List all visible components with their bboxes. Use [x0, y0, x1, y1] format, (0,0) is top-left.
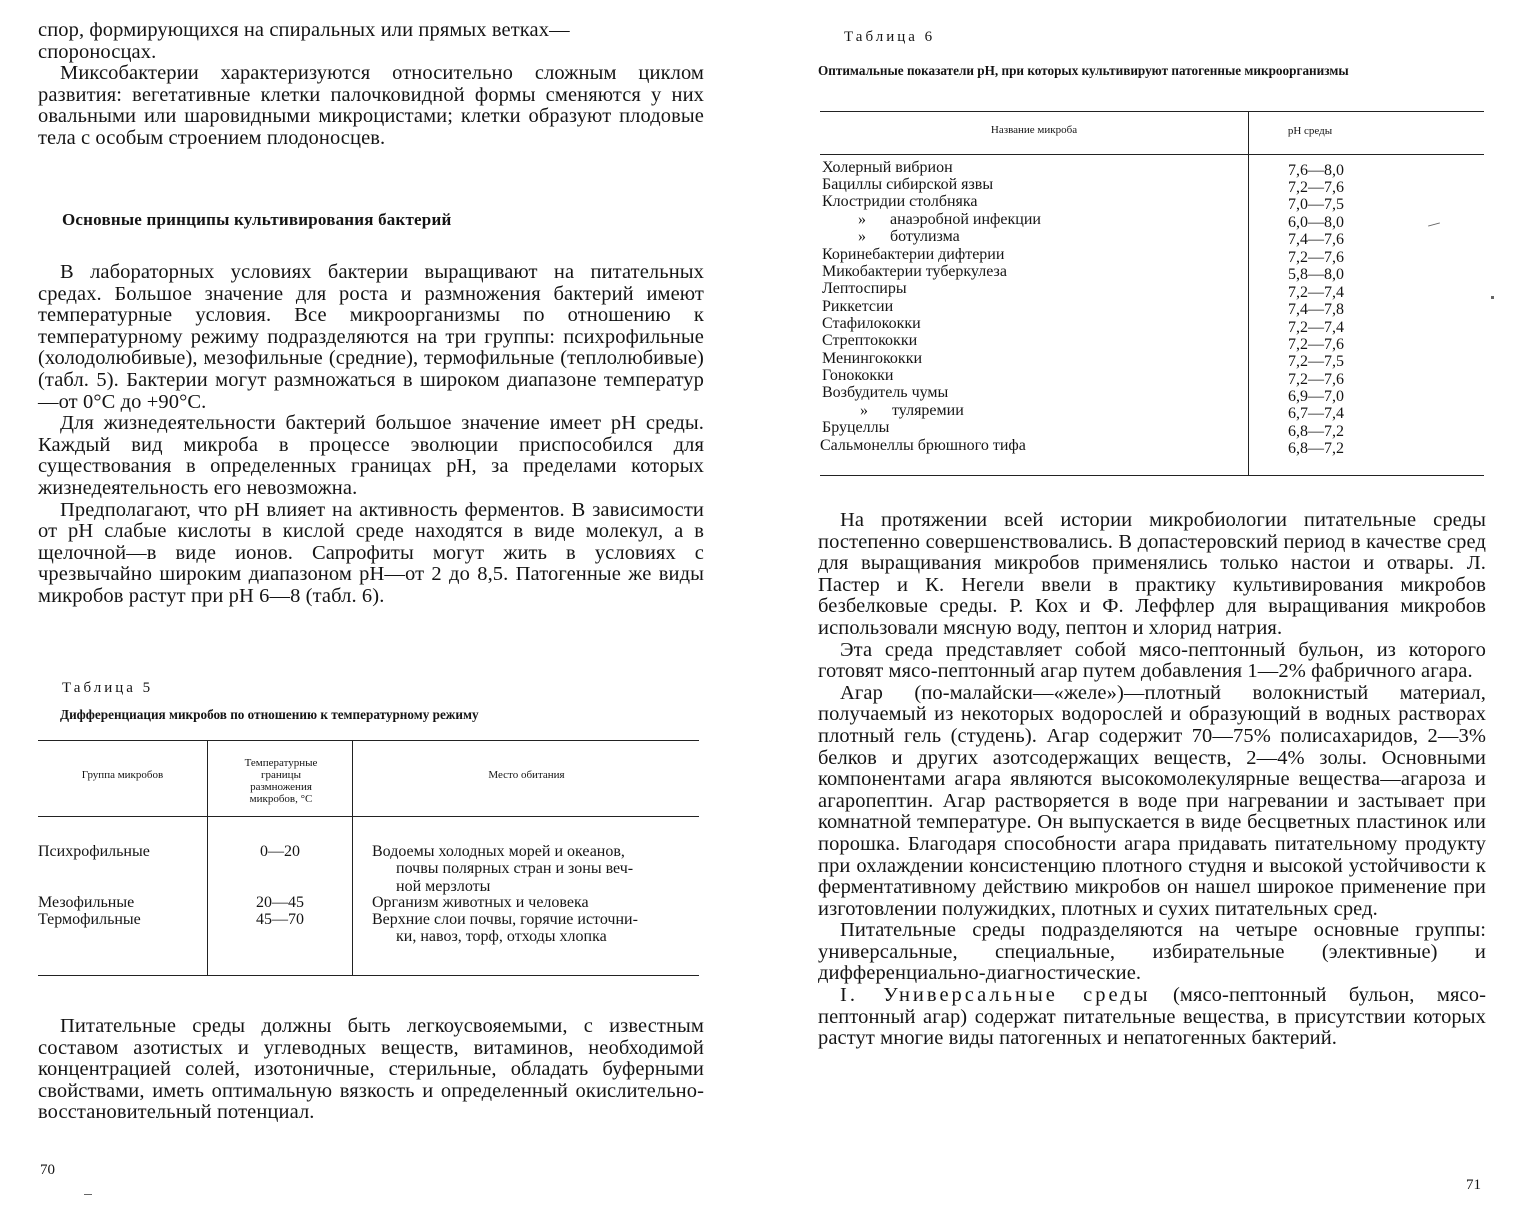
- scan-speck: [1491, 296, 1494, 299]
- table6-name: Стафилококки: [822, 315, 921, 332]
- table6-ph: 7,2—7,6: [1288, 336, 1344, 353]
- table6-ph: 5,8—8,0: [1288, 266, 1344, 283]
- table5-row-temp: 45—70: [256, 911, 304, 928]
- paragraph-media-requirements: Питательные среды должны быть легкоусвояемыми, с известным составом азотистых и углеводных веществ, витаминов, необходимой концентрацией солей, изотоничные, стерильные, обладать буферными свойствами, иметь оптимальную вязкость и определенный окислительно-восстановительный потенциал.: [38, 1015, 704, 1124]
- right-page: [762, 0, 1522, 1216]
- table6-name: Клостридии столбняка: [822, 193, 978, 210]
- intro-line-2: спороносцах.: [38, 40, 157, 63]
- table6-col-divider: [1248, 111, 1249, 476]
- table5-row-group: Психрофильные: [38, 843, 150, 860]
- table6-ph: 6,0—8,0: [1288, 214, 1344, 231]
- universal-media-text: (мясо-пептонный бульон, мясо-пептонный агар) содержат питательные вещества, в присутствии которых растут многие виды патогенных и непатогенных бактерий.: [818, 984, 1486, 1050]
- table6-name: » туляремии: [860, 402, 964, 419]
- table6-ph: 6,7—7,4: [1288, 405, 1344, 422]
- table6-ph: 7,2—7,4: [1288, 284, 1344, 301]
- paragraph-media-groups: Питательные среды подразделяются на четыре основные группы: универсальные, специальные, избирательные (элективные) и дифференциально-диагностические.: [818, 919, 1486, 985]
- table5-row-group: Мезофильные: [38, 894, 135, 911]
- paragraph-agar: Агар (по-малайски—«желе»)—плотный волокнистый материал, получаемый из некоторых водорослей и образующий в водных растворах плотный гель (студень). Агар содержит 70—75% полисахаридов, 2—3% белков и других азотсодержащих веществ, 2—4% золы. Основными компонентами агара являются высокомолекулярные вещества—агароза и агаропептин. Агар растворяется в воде при нагревании и застывает при комнатной температуре. Он выпускается в виде бесцветных пластинок или порошка. Благодаря способности агара придавать питательному продукту при охлаждении консистенцию плотного студня и высокой устойчивости к ферментативному действию микробов он нашел широкое применение при изготовлении полужидких, плотных и сухих питательных сред.: [818, 681, 1486, 920]
- intro-line-1: спор, формирующихся на спиральных или прямых ветках—: [38, 19, 570, 41]
- table6-name: Лептоспиры: [822, 280, 907, 297]
- left-page: [0, 0, 760, 1216]
- table6-name: Менингококки: [822, 350, 923, 367]
- history-text: [818, 510, 1486, 1050]
- page-number-left: 70: [40, 1162, 55, 1178]
- habitat-line: Верхние слои почвы, горячие источни-: [372, 911, 638, 928]
- table6-header-name: Название микроба: [990, 124, 1078, 136]
- scan-speck: [1428, 222, 1440, 226]
- table5-top-rule: [38, 740, 699, 741]
- table5-header-group: Группа микробов: [81, 769, 164, 781]
- cultivation-text: [38, 262, 704, 608]
- table5-row-habitat: [372, 911, 704, 946]
- table6-ph: 7,2—7,6: [1288, 249, 1344, 266]
- table6-ph: 6,9—7,0: [1288, 388, 1344, 405]
- table5-label: Таблица 5: [62, 680, 154, 696]
- table6-ph: 6,8—7,2: [1288, 423, 1344, 440]
- habitat-line: почвы полярных стран и зоны веч-: [396, 860, 634, 878]
- table6-name: Бруцеллы: [822, 419, 890, 436]
- paragraph-history: На протяжении всей истории микробиологии питательные среды постепенно совершенствовались. В допастеровский период в качестве сред для выращивания микробов применялись только настои и отвары. Л. Пастер и К. Негели ввели в практику культивирования микробов безбелковые среды. Р. Кох и Ф. Леффлер для выращивания микробов использовали мясную воду, пептон и хлорид натрия.: [818, 509, 1486, 639]
- table5-header-rule: [38, 816, 699, 817]
- intro-text: [38, 20, 704, 150]
- table6-ph: 7,6—8,0: [1288, 162, 1344, 179]
- table6-name: Риккетсии: [822, 298, 894, 315]
- table6-ph: 7,2—7,6: [1288, 179, 1344, 196]
- table5-row-temp: 20—45: [256, 894, 304, 911]
- table6-name: Бациллы сибирской язвы: [822, 176, 994, 193]
- table6-name: Гонококки: [822, 367, 894, 384]
- table6-name: » ботулизма: [858, 228, 960, 245]
- table6-top-rule: [820, 111, 1484, 112]
- table5-header-temp: Температурные границы размножения микробов, °С: [244, 757, 318, 805]
- table5-header-habitat: Место обитания: [488, 769, 565, 781]
- table5-title: Дифференциация микробов по отношению к температурному режиму: [60, 707, 479, 722]
- table6-header-ph: рН среды: [1287, 125, 1333, 137]
- table6-name: Холерный вибрион: [822, 159, 953, 176]
- paragraph-ph: Для жизнедеятельности бактерий большое значение имеет рН среды. Каждый вид микроба в процессе эволюции приспособился для существования в определенных границах рН, за пределами которых жизнедеятельность его невозможна.: [38, 412, 704, 499]
- nutrient-media-paragraph: [38, 1016, 704, 1124]
- table6-ph: 7,2—7,6: [1288, 371, 1344, 388]
- table6-ph: 7,4—7,6: [1288, 231, 1344, 248]
- habitat-line: ки, навоз, торф, отходы хлопка: [396, 928, 607, 946]
- table6-title: Оптимальные показатели рН, при которых культивируют патогенные микроорганизмы: [818, 63, 1349, 78]
- table5-row-habitat: [372, 894, 704, 911]
- table6-bottom-rule: [820, 475, 1484, 476]
- table6-name: Возбудитель чумы: [822, 384, 949, 401]
- table5-row-habitat: [372, 843, 704, 895]
- habitat-line: Организм животных и человека: [372, 894, 589, 911]
- paragraph-universal-media: [818, 985, 1486, 1050]
- table5-row-temp: 0—20: [260, 843, 300, 860]
- table6-ph: 7,2—7,5: [1288, 353, 1344, 370]
- table5-bottom-rule: [38, 975, 699, 976]
- page-number-right: 71: [1466, 1177, 1481, 1193]
- table6-name: Микобактерии туберкулеза: [822, 263, 1007, 280]
- myxobacteria-paragraph: Миксобактерии характеризуются относительно сложным циклом развития: вегетативные клетки палочковидной формы сменяются у них овальными или шаровидными микроцистами; клетки образуют плодовые тела с особым строением плодоносцев.: [38, 62, 704, 149]
- table6-ph: 7,4—7,8: [1288, 301, 1344, 318]
- table6-ph: 7,0—7,5: [1288, 196, 1344, 213]
- table6-ph: 6,8—7,2: [1288, 440, 1344, 457]
- table6-header-rule: [820, 154, 1484, 155]
- paragraph-enzymes: Предполагают, что рН влияет на активность ферментов. В зависимости от рН слабые кислоты в кислой среде находятся в виде молекул, а в щелочной—в виде ионов. Сапрофиты могут жить в условиях с чрезвычайно широким диапазоном рН—от 2 до 8,5. Патогенные же виды микробов растут при рН 6—8 (табл. 6).: [38, 498, 704, 607]
- universal-media-term: I. Универсальные среды: [840, 984, 1151, 1007]
- habitat-line: ной мерзлоты: [396, 877, 491, 895]
- table6-name: Коринебактерии дифтерии: [822, 246, 1005, 263]
- table6-ph: 7,2—7,4: [1288, 319, 1344, 336]
- table6-label: Таблица 6: [844, 29, 936, 45]
- habitat-line: Водоемы холодных морей и океанов,: [372, 843, 625, 860]
- paragraph-temperature: В лабораторных условиях бактерии выращивают на питательных средах. Большое значение для роста и размножения бактерий имеют температурные условия. Все микроорганизмы по отношению к температурному режиму подразделяются на три группы: психрофильные (холодолюбивые), мезофильные (средние), термофильные (теплолюбивые) (табл. 5). Бактерии могут размножаться в широком диапазоне температур—от 0°С до +90°С.: [38, 261, 704, 413]
- table6-name: Сальмонеллы брюшного тифа: [820, 437, 1026, 454]
- paragraph-meat-peptone: Эта среда представляет собой мясо-пептонный бульон, из которого готовят мясо-пептонный агар путем добавления 1—2% фабричного агара.: [818, 638, 1486, 683]
- section-heading: Основные принципы культивирования бактерий: [62, 210, 452, 229]
- table6-name: Стрептококки: [822, 332, 918, 349]
- table6-name: » анаэробной инфекции: [858, 211, 1041, 228]
- table5-row-group: Термофильные: [38, 911, 141, 928]
- scan-speck: [84, 1194, 92, 1195]
